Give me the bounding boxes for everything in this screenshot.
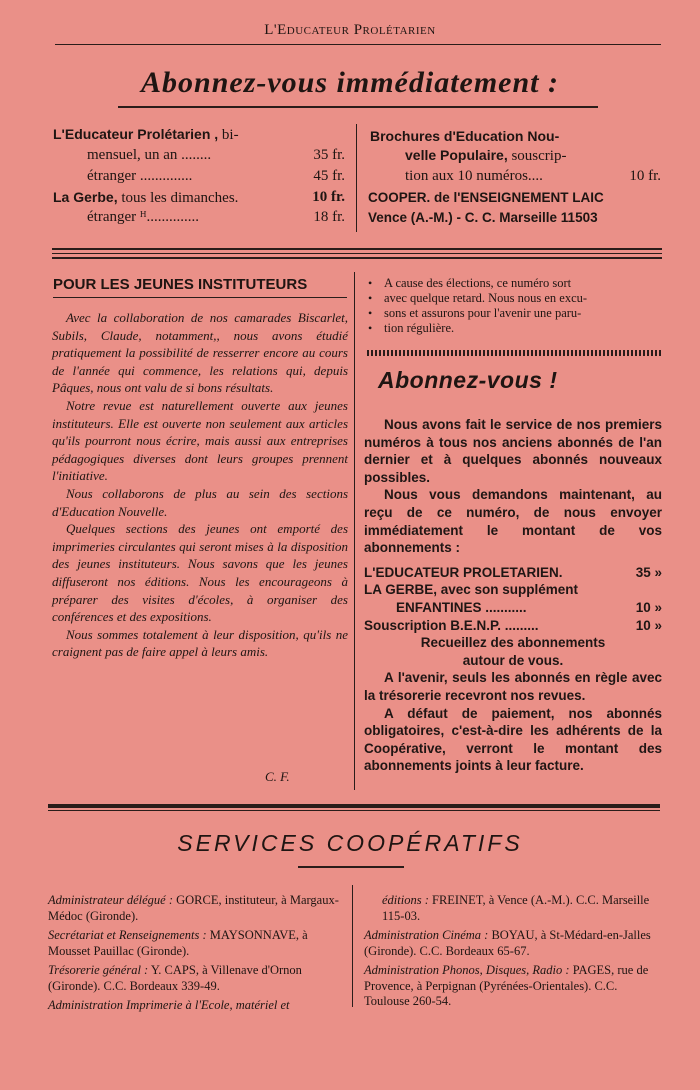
article-paragraph: Nous sommes totalement à leur disposition, qu'ils ne craignent pas de faire appel à leurs amis. xyxy=(52,626,348,660)
service-entry xyxy=(364,928,660,959)
centered-line: Recueillez des abonnements xyxy=(420,635,606,651)
article-paragraph: Notre revue est naturellement ouverte aux jeunes instituteurs. Elle est ouverte non seulement aux articles qu'ils pourront nous écrire, mais aussi aux entreprises pédagogiques diverses dont leurs groupes prennent l'initiative. xyxy=(52,397,348,484)
subscribe-paragraph: A défaut de paiement, nos abonnés obligatoires, c'est-à-dire les adhérents de la Coopérative, verront le montant des abonnements joints à leur facture. xyxy=(364,705,662,774)
notice-line xyxy=(368,321,668,336)
subscribe-title: Abonnez-vous ! xyxy=(378,367,558,393)
price-value: 45 fr. xyxy=(313,168,345,184)
price-row-label: mensuel, un an ........ xyxy=(87,147,212,163)
brochures-text: souscrip- xyxy=(507,148,567,164)
price-value: 35 fr. xyxy=(313,147,345,163)
service-entry xyxy=(48,893,342,924)
item-price: 35 » xyxy=(635,564,662,580)
subscription-item: LA GERBE, avec son supplément xyxy=(364,582,579,598)
main-title: Abonnez-vous immédiatement : xyxy=(141,66,559,99)
service-role: Secrétariat et Renseignements : xyxy=(48,928,207,942)
bullet-icon: • xyxy=(368,276,373,290)
journal-header: L'Educateur Prolétarien xyxy=(264,22,436,38)
price-text: tous les dimanches. xyxy=(117,190,239,206)
column-divider xyxy=(354,272,355,790)
service-text: GORCE, instituteur, à Margaux-Médoc (Gironde). xyxy=(48,893,339,923)
price-value: 10 fr. xyxy=(312,189,345,205)
item-label: Souscription B.E.N.P. ......... xyxy=(364,617,539,633)
notice-text: A cause des élections, ce numéro sort xyxy=(384,276,572,290)
price-value: 10 fr. xyxy=(629,168,661,184)
service-text: FREINET, à Vence (A.-M.). C.C. Marseille 115-03. xyxy=(382,893,650,923)
services-title: SERVICES COOPÉRATIFS xyxy=(177,830,523,856)
service-entry xyxy=(364,963,660,1010)
subscription-item xyxy=(364,564,662,582)
section-rule xyxy=(52,248,662,250)
notice-text: avec quelque retard. Nous nous en excu- xyxy=(384,291,588,305)
subscription-item xyxy=(364,599,662,617)
service-text: Y. CAPS, à Villenave d'Ornon (Gironde). C.C. Bordeaux 339-49. xyxy=(48,963,302,993)
services-left xyxy=(48,893,342,1014)
brochures-line xyxy=(405,145,566,166)
brochures-name: velle Populaire, xyxy=(405,147,508,163)
service-role: Administration Phonos, Disques, Radio : xyxy=(364,963,570,977)
cooperative-address: Vence (A.-M.) - C. C. Marseille 11503 xyxy=(368,210,598,225)
service-entry xyxy=(364,893,660,924)
header-rule xyxy=(55,44,661,45)
item-price: 10 » xyxy=(635,599,662,615)
price-row-educateur xyxy=(53,124,239,145)
services-divider xyxy=(352,885,353,1007)
service-text: BOYAU, à St-Médard-en-Jalles (Gironde). C.C. Bordeaux 65-67. xyxy=(364,928,651,958)
service-text: MAYSONNAVE, à Mousset Pauillac (Gironde). xyxy=(48,928,308,958)
item-price: 10 » xyxy=(635,617,662,633)
article-paragraph: Quelques sections des jeunes ont emporté des imprimeries circulantes qui seront mises à la disposition des jeunes instituteurs. Nous savons que les jeunes diffuseront nos éditions. Nous les encourageons à préparer des visites d'écoles, à organiser des conférences et des expositions. xyxy=(52,521,348,625)
notice-text: tion régulière. xyxy=(384,321,455,335)
notice-text: sons et assurons pour l'avenir une paru- xyxy=(384,306,582,320)
price-row-gerbe xyxy=(53,187,238,208)
article-paragraph: Nous collaborons de plus au sein des sections d'Education Nouvelle. xyxy=(52,485,348,519)
notice-line xyxy=(368,291,668,306)
bullet-icon: • xyxy=(368,306,373,320)
price-name-gerbe: La Gerbe, xyxy=(53,189,118,205)
service-entry xyxy=(48,963,342,994)
title-underline xyxy=(118,106,598,108)
service-role: éditions : xyxy=(382,893,429,907)
subscribe-body xyxy=(364,416,662,775)
service-role: Administration Cinéma : xyxy=(364,928,489,942)
section-rule xyxy=(52,253,662,254)
young-teachers-title: POUR LES JEUNES INSTITUTEURS xyxy=(53,276,308,293)
service-text: PAGES, rue de Provence, à Perpignan (Pyrénées-Orientales). C.C. Toulouse 260-54. xyxy=(364,963,649,1008)
notice-line xyxy=(368,306,668,321)
services-title-underline xyxy=(298,866,404,868)
subscription-item xyxy=(364,617,662,635)
service-entry xyxy=(48,998,342,1014)
item-label: ENFANTINES ........... xyxy=(396,599,527,615)
article-paragraph: Avec la collaboration de nos camarades Biscarlet, Subils, Claude, notamment,, nous avons étudié pratiquement la possibilité de resserrer encore au cours de l'année qui commence, les relations qui, depuis Pâques, nous ont valu de si bons résultats. xyxy=(52,310,348,396)
price-text: bi- xyxy=(218,127,239,143)
centered-line: autour de vous. xyxy=(462,652,564,668)
price-name-educateur: L'Educateur Prolétarien , xyxy=(53,126,219,142)
subscribe-paragraph: Nous avons fait le service de nos premiers numéros à tous nos anciens abonnés de l'an dernier et à quelques abonnés nouveaux possibles. xyxy=(364,417,662,485)
bullet-icon: • xyxy=(368,321,373,335)
services-rule xyxy=(48,804,660,808)
election-notice xyxy=(368,276,668,336)
cooperative-name: COOPER. de l'ENSEIGNEMENT LAIC xyxy=(368,190,604,205)
service-role: Trésorerie général : xyxy=(48,963,149,977)
section-rule xyxy=(52,257,662,259)
title-underline xyxy=(53,297,347,298)
service-role: Administrateur délégué : xyxy=(48,893,173,907)
services-rule xyxy=(48,810,660,811)
brochures-line: Brochures d'Education Nou- xyxy=(370,128,560,144)
subscribe-paragraph: Nous vous demandons maintenant, au reçu de ce numéro, de nous envoyer immédiatement le montant de vos abonnements : xyxy=(364,487,662,556)
price-row-label: étranger ᴴ.............. xyxy=(87,209,199,225)
price-column-divider xyxy=(356,124,357,232)
young-teachers-article xyxy=(52,309,348,661)
price-value: 18 fr. xyxy=(313,209,345,225)
article-signature: C. F. xyxy=(265,769,290,784)
service-entry xyxy=(48,928,342,959)
brochures-line: tion aux 10 numéros.... xyxy=(405,168,543,184)
item-label: L'EDUCATEUR PROLETARIEN. xyxy=(364,564,563,580)
price-row-label: étranger .............. xyxy=(87,168,193,184)
services-right xyxy=(364,893,660,1010)
subscribe-paragraph: A l'avenir, seuls les abonnés en règle avec la trésorerie recevront nos revues. xyxy=(364,670,662,703)
service-role: Administration Imprimerie à l'Ecole, matériel et xyxy=(48,998,290,1012)
dotted-divider xyxy=(367,350,661,356)
notice-line xyxy=(368,276,668,291)
bullet-icon: • xyxy=(368,291,373,305)
